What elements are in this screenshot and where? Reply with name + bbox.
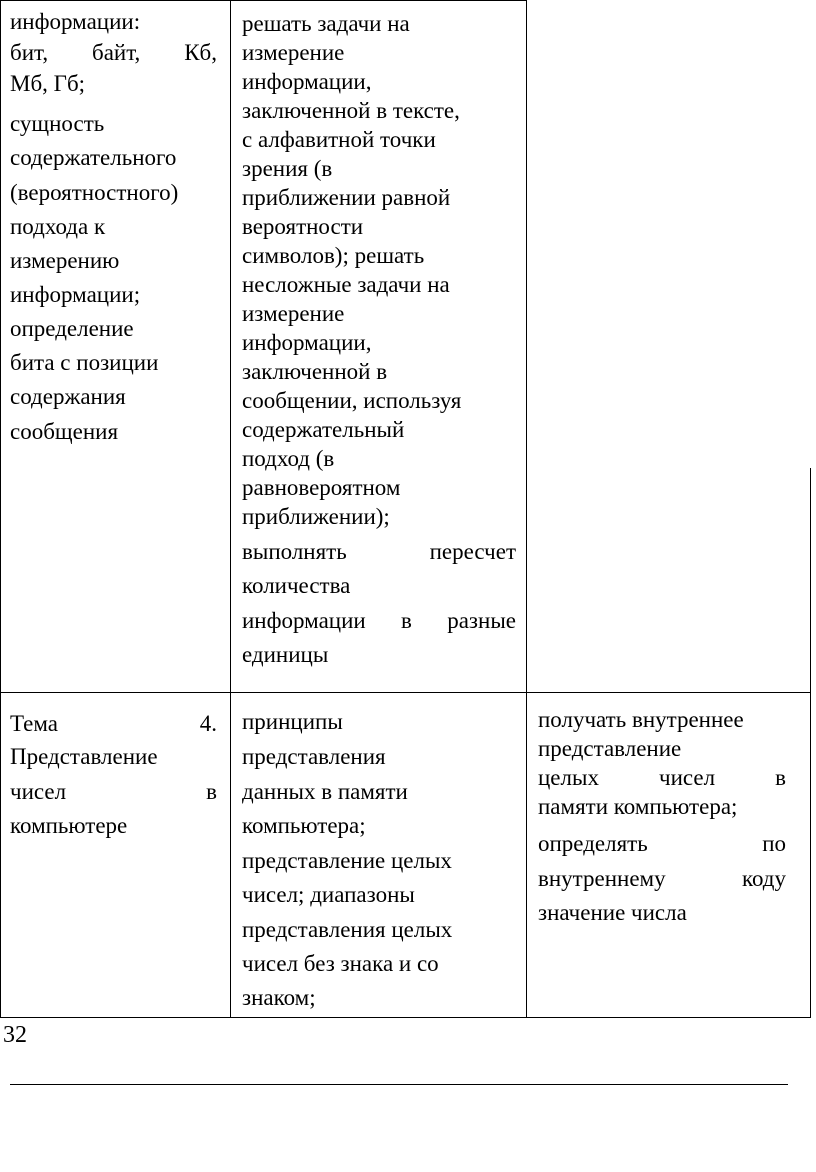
cell-text-line: (вероятностного): [10, 180, 179, 205]
cell-word: бит,: [10, 40, 49, 65]
cell-text-line: значение числа: [538, 900, 687, 925]
cell-text-line: [242, 538, 516, 566]
cell-text-line: [538, 830, 786, 858]
cell-text-line: содержательный: [242, 417, 405, 442]
cell-word: пересчет: [429, 539, 516, 564]
cell-word: целых: [538, 765, 599, 790]
cell-text-line: несложные задачи на: [242, 272, 450, 297]
cell-text-line: подход (в: [242, 446, 335, 471]
cell-text-line: [242, 607, 516, 635]
footer-rule: [10, 1084, 788, 1085]
cell-text-line: чисел; диапазоны: [242, 882, 415, 907]
cell-text-line: заключенной в: [242, 359, 388, 384]
cell-word: чисел: [659, 765, 716, 790]
cell-text-line: представления: [242, 744, 386, 769]
cell-word: чисел: [10, 779, 67, 804]
cell-text-line: представление: [538, 736, 682, 761]
cell-text-line: информации;: [10, 282, 141, 307]
cell-text-line: определение: [10, 316, 134, 341]
cell-text-line: зрения (в: [242, 156, 333, 181]
cell-text-line: [10, 39, 217, 67]
cell-word: в: [206, 779, 217, 804]
cell-text-line: представление целых: [242, 848, 452, 873]
cell-word: в: [775, 765, 786, 790]
cell-text-line: единицы: [242, 642, 329, 667]
page-number: 32: [3, 1022, 27, 1048]
cell-text-line: подхода к: [10, 214, 106, 239]
cell-word: определять: [538, 831, 648, 856]
cell-text-line: содержания: [10, 384, 126, 409]
cell-text-line: информации,: [242, 330, 372, 355]
cell-text-line: содержательного: [10, 145, 177, 170]
cell-word: разные: [447, 608, 516, 633]
cell-text-line: представления целых: [242, 917, 453, 942]
cell-word: коду: [741, 866, 786, 891]
cell-word: внутреннему: [538, 866, 666, 891]
cell-word: Тема: [10, 711, 58, 736]
table-border-right: [810, 468, 811, 1018]
cell-text-line: бита с позиции: [10, 350, 159, 375]
cell-text-line: приближении равной: [242, 185, 451, 210]
table-border-top: [0, 0, 526, 1]
cell-text-line: [538, 764, 786, 792]
table-border-left: [0, 0, 1, 1018]
row-divider: [0, 692, 811, 693]
cell-word: Кб,: [184, 40, 217, 65]
cell-text-line: заключенной в тексте,: [242, 98, 460, 123]
cell-word: по: [762, 831, 786, 856]
cell-text-line: равновероятном: [242, 475, 401, 500]
cell-text-line: приближении);: [242, 504, 390, 529]
cell-word: выполнять: [242, 539, 347, 564]
cell-text-line: получать внутреннее: [538, 707, 744, 732]
cell-text-line: сущность: [10, 111, 105, 136]
cell-text-line: [10, 710, 217, 738]
cell-word: 4.: [199, 711, 217, 736]
cell-text-line: компьютера;: [242, 813, 366, 838]
cell-text-line: принципы: [242, 709, 343, 734]
cell-text-line: символов); решать: [242, 243, 425, 268]
cell-text-line: Мб, Гб;: [10, 71, 86, 96]
cell-text-line: сообщении, используя: [242, 388, 462, 413]
cell-word: информации: [242, 608, 366, 633]
cell-text-line: сообщения: [10, 419, 119, 444]
cell-word: в: [401, 608, 412, 633]
cell-text-line: решать задачи на: [242, 11, 410, 36]
cell-text-line: [10, 778, 217, 806]
cell-text-line: Представление: [10, 744, 158, 769]
cell-word: байт,: [92, 40, 141, 65]
table-border-bottom: [0, 1017, 811, 1018]
cell-text-line: с алфавитной точки: [242, 127, 436, 152]
cell-text-line: знаком;: [242, 985, 316, 1010]
cell-text-line: вероятности: [242, 214, 364, 239]
cell-text-line: чисел без знака и со: [242, 951, 439, 976]
column-divider-2: [526, 0, 527, 1018]
cell-text-line: данных в памяти: [242, 779, 408, 804]
cell-text-line: информации:: [10, 9, 141, 34]
cell-text-line: измерение: [242, 40, 345, 65]
cell-text-line: количества: [242, 573, 351, 598]
cell-text-line: информации,: [242, 69, 372, 94]
cell-text-line: измерение: [242, 301, 345, 326]
column-divider-1: [230, 0, 231, 1018]
cell-text-line: измерению: [10, 248, 120, 273]
cell-text-line: компьютере: [10, 813, 128, 838]
cell-text-line: памяти компьютера;: [538, 794, 738, 819]
cell-text-line: [538, 865, 786, 893]
